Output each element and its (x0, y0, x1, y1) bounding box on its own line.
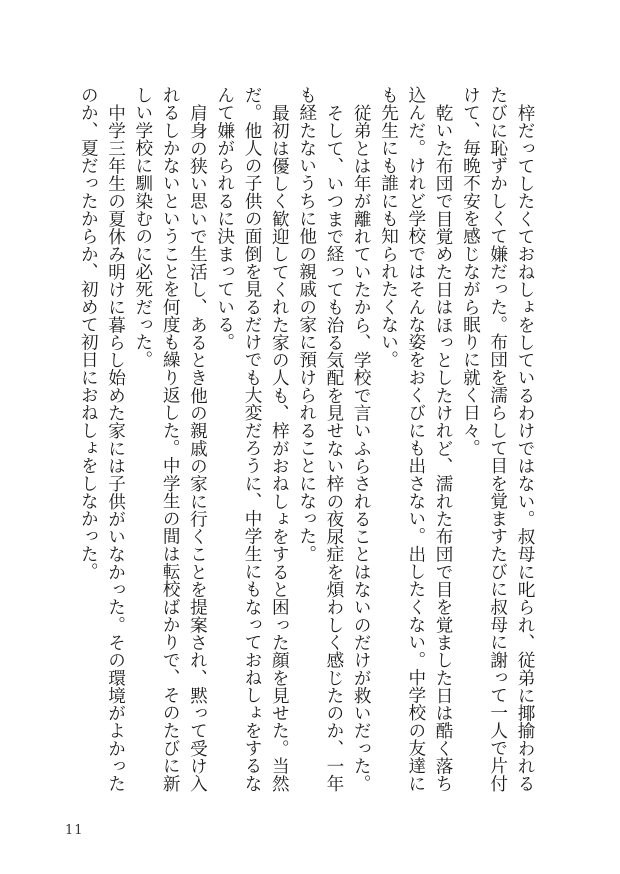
paragraph-5: 最初は優しく歓迎してくれた家の人も、梓がおねしょをすると困った顔を見せた。当然だ。他人の子供の面倒を見るだけでも大変だろうに、中学生にもなっておねしょをするなんて嫌がられるに決まっている。 (214, 86, 290, 792)
page-number: 11 (65, 823, 84, 838)
paragraph-1: 梓だってしたくておねしょをしているわけではない。叔母に叱られ、従弟に揶揄われるたびに恥ずかしくて嫌だった。布団を濡らして目を覚ますたびに叔母に謝って一人で片付けて、毎晩不安を感じながら眠りに就く日々。 (460, 86, 535, 792)
body-text (68, 86, 538, 798)
paragraph-3: 従弟とは年が離れていたから、学校で言いふらされることはないのだけが救いだった。 (351, 103, 372, 792)
paragraph-7: 中学三年生の夏休み明けに暮らし始めた家には子供がいなかった。その環境がよかったのか、夏だったからか、初めて初日におねしょをしなかった。 (78, 86, 126, 792)
paragraph-2: 乾いた布団で目覚めた日はほっとしたけれど、濡れた布団で目を覚ました日は酷く落ち込んだ。けれど学校ではそんな姿をおくびにも出さない。出したくない。中学校の友達にも先生にも誰にも知られたくない。 (378, 86, 454, 792)
paragraph-6: 肩身の狭い思いで生活し、あるとき他の親戚の家に行くことを提案され、黙って受け入れるしかないということを何度も繰り返した。中学生の間は転校ばかりで、そのたびに新しい学校に馴染むのに必死だった。 (132, 86, 208, 792)
paragraph-4: そして、いつまで経っても治る気配を見せない梓の夜尿症を煩わしく感じたのか、一年も経たないうちに他の親戚の家に預けられることになった。 (296, 86, 344, 792)
